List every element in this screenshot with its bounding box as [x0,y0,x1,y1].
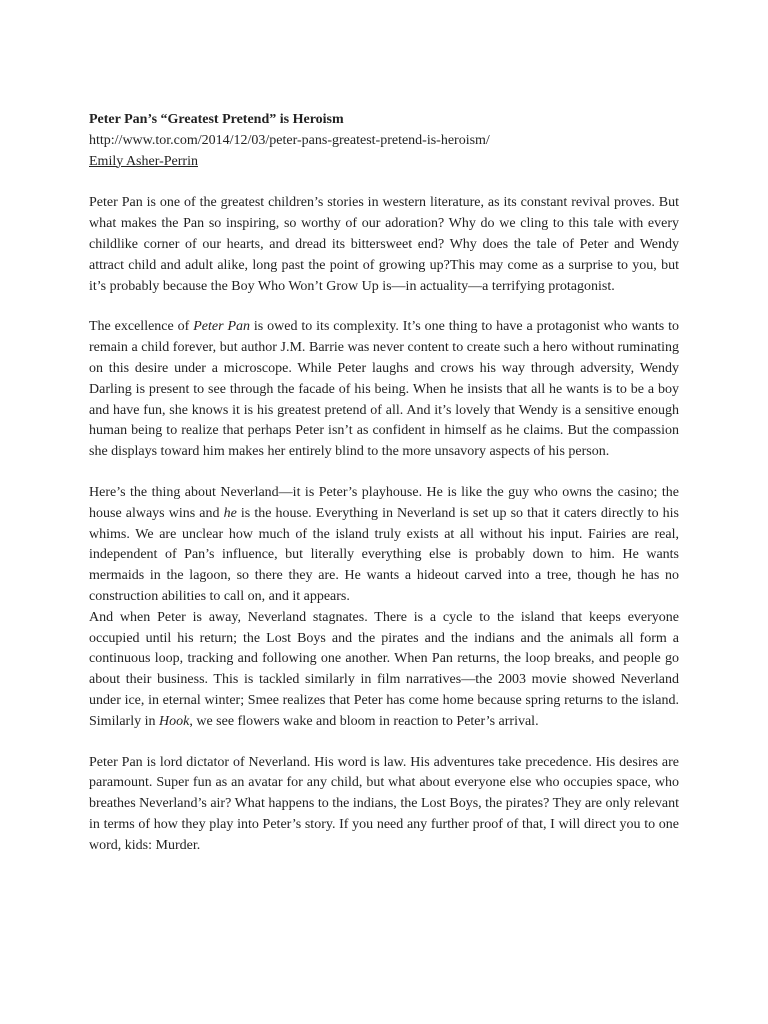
article-title: Peter Pan’s “Greatest Pretend” is Heroism [89,112,344,127]
paragraph-4 [89,608,679,733]
paragraph-2-italic: Peter Pan [193,319,250,335]
paragraph-4-italic: Hook [159,713,190,729]
paragraph-1: Peter Pan is one of the greatest children’s stories in western literature, as its constant revival proves. But what makes the Pan so inspiring, so worthy of our adoration? Why do we cling to this tale with every childlike corner of our hearts, and dread its bittersweet end? Why does the tale of Peter and Wendy attract child and adult alike, long past the point of growing up?This may come as a surprise to you, but it’s probably because the Boy Who Won’t Grow Up is—in actuality—a terrifying protagonist. [89,195,679,294]
article-header [89,110,679,172]
paragraph-3-text-b: is the house. Everything in Neverland is set up so that it caters directly to his whims. We are unclear how much of the island truly exists at all without his input. Fairies are real, independent of Pan’s influence, but literally everything else is probably down to him. He wants mermaids in the lagoon, so there they are. He wants a hideout carved into a tree, though he has no construction abilities to call on, and it appears. [89,505,680,604]
paragraph-4-text-a: And when Peter is away, Neverland stagnates. There is a cycle to the island that keeps everyone occupied until his return; the Lost Boys and the pirates and the indians and the animals all form a continuous loop, tracking and following one another. When Pan returns, the loop breaks, and people go about their business. This is tackled similarly in film narratives—the 2003 movie showed Neverland under ice, in eternal winter; Smee realizes that Peter has come home because spring returns to the island. Similarly in [89,609,679,729]
paragraph-5: Peter Pan is lord dictator of Neverland. His word is law. His adventures take precedence. His desires are paramount. Super fun as an avatar for any child, but what about everyone else who occupies space, who breathes Neverland’s air? What happens to the indians, the Lost Boys, the pirates? They are only relevant in terms of how they play into Peter’s story. If you need any further proof of that, I will direct you to one word, kids: Murder. [89,754,679,853]
paragraph-4-text-b: , we see flowers wake and bloom in reaction to Peter’s arrival. [189,713,539,729]
paragraph-2-text-b: is owed to its complexity. It’s one thing to have a protagonist who wants to remain a child forever, but author J.M. Barrie was never content to create such a hero without ruminating on this desire under a microscope. While Peter laughs and crows his way through adversity, Wendy Darling is present to see through the facade of his being. When he insists that all he wants is to be a boy and have fun, she knows it is his greatest pretend of all. And it’s lovely that Wendy is a sensitive enough human being to realize that perhaps Peter isn’t as confident in himself as he claims. But the compassion she displays toward him makes her entirely blind to the more unsavory aspects of his person. [89,319,679,460]
paragraph-3 [89,483,679,608]
paragraph-3-italic: he [223,505,237,521]
paragraph-2 [89,317,679,463]
source-url: http://www.tor.com/2014/12/03/peter-pans-greatest-pretend-is-heroism/ [89,132,490,148]
paragraph-2-text-a: The excellence of [89,319,194,335]
document-page [89,110,679,877]
author-name: Emily Asher-Perrin [89,153,198,169]
paragraph-3-text-a: Here’s the thing about Neverland—it is Peter’s playhouse. He is like the guy who owns the casino; the house always wins and [89,484,679,521]
